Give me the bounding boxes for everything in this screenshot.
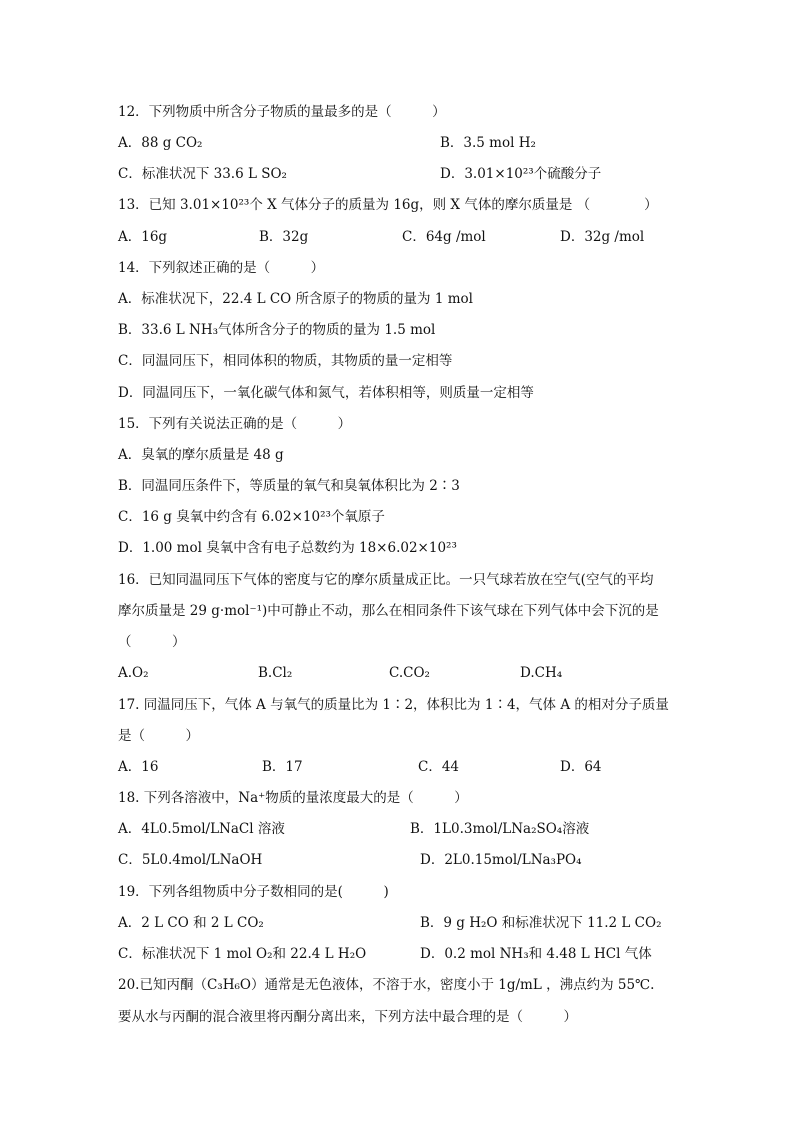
q12-option-c: C．标准状况下 33.6 L SO₂ <box>118 166 287 182</box>
q20-stem-line-2: 要从水与丙酮的混合液里将丙酮分离出来，下列方法中最合理的是（ ） <box>118 1009 577 1025</box>
q18-option-b: B．1L0.3mol/LNa₂SO₄溶液 <box>410 821 590 837</box>
q17-option-b: B．17 <box>262 759 303 775</box>
q17-stem-line-1: 17. 同温同压下，气体 A 与氧气的质量比为 1∶2，体积比为 1∶4，气体 A 的相对分子质量 <box>118 697 669 713</box>
q16-option-a: A.O₂ <box>118 665 149 681</box>
q16-stem-line-3: （ ） <box>118 634 186 650</box>
q12-option-a: A．88 g CO₂ <box>118 135 203 151</box>
q13-option-c: C．64g /mol <box>402 229 486 245</box>
q16-option-b: B.Cl₂ <box>258 665 293 681</box>
q15-stem: 15．下列有关说法正确的是（ ） <box>118 416 352 432</box>
q19-stem: 19．下列各组物质中分子数相同的是( ) <box>118 884 389 900</box>
q17-option-d: D．64 <box>560 759 602 775</box>
q18-option-d: D．2L0.15mol/LNa₃PO₄ <box>420 852 582 868</box>
q17-option-c: C．44 <box>418 759 460 775</box>
q15-option-c: C．16 g 臭氧中约含有 6.02×10²³个氧原子 <box>118 509 385 525</box>
q14-option-d: D．同温同压下，一氧化碳气体和氮气，若体积相等，则质量一定相等 <box>118 385 534 401</box>
q15-option-a: A．臭氧的摩尔质量是 48 g <box>118 447 284 463</box>
q19-option-d: D．0.2 mol NH₃和 4.48 L HCl 气体 <box>420 946 652 962</box>
q16-stem-line-2: 摩尔质量是 29 g·mol⁻¹)中可静止不动，那么在相同条件下该气球在下列气体中会下沉的是 <box>118 603 659 619</box>
q20-stem-line-1: 20.已知丙酮（C₃H₆O）通常是无色液体，不溶于水，密度小于 1g/mL ，沸点约为 55℃. <box>118 977 655 993</box>
q15-option-d: D．1.00 mol 臭氧中含有电子总数约为 18×6.02×10²³ <box>118 540 457 556</box>
q14-option-b: B．33.6 L NH₃气体所含分子的物质的量为 1.5 mol <box>118 322 436 338</box>
q14-option-c: C．同温同压下，相同体积的物质，其物质的量一定相等 <box>118 353 453 369</box>
q18-stem: 18. 下列各溶液中，Na⁺物质的量浓度最大的是（ ） <box>118 790 468 806</box>
q13-stem: 13．已知 3.01×10²³个 X 气体分子的质量为 16g，则 X 气体的摩尔质量是 （ ） <box>118 197 658 213</box>
q13-option-a: A．16g <box>118 229 168 245</box>
q17-option-a: A．16 <box>118 759 159 775</box>
q14-option-a: A．标准状况下，22.4 L CO 所含原子的物质的量为 1 mol <box>118 291 473 307</box>
q17-stem-line-2: 是（ ） <box>118 728 199 744</box>
q18-option-c: C．5L0.4mol/LNaOH <box>118 852 263 868</box>
q16-stem-line-1: 16．已知同温同压下气体的密度与它的摩尔质量成正比。一只气球若放在空气(空气的平均 <box>118 572 654 588</box>
q19-option-a: A．2 L CO 和 2 L CO₂ <box>118 915 264 931</box>
q19-option-c: C．标准状况下 1 mol O₂和 22.4 L H₂O <box>118 946 367 962</box>
q15-option-b: B．同温同压条件下，等质量的氧气和臭氧体积比为 2∶3 <box>118 478 460 494</box>
q18-option-a: A．4L0.5mol/LNaCl 溶液 <box>118 821 285 837</box>
q12-stem: 12．下列物质中所含分子物质的量最多的是（ ） <box>118 104 446 120</box>
q12-option-b: B．3.5 mol H₂ <box>440 135 536 151</box>
q13-option-d: D．32g /mol <box>560 229 645 245</box>
q12-option-d: D．3.01×10²³个硫酸分子 <box>440 166 602 182</box>
q16-option-c: C.CO₂ <box>389 665 430 681</box>
q19-option-b: B．9 g H₂O 和标准状况下 11.2 L CO₂ <box>420 915 662 931</box>
q16-option-d: D.CH₄ <box>520 665 563 681</box>
q13-option-b: B．32g <box>259 229 309 245</box>
q14-stem: 14．下列叙述正确的是（ ） <box>118 260 325 276</box>
